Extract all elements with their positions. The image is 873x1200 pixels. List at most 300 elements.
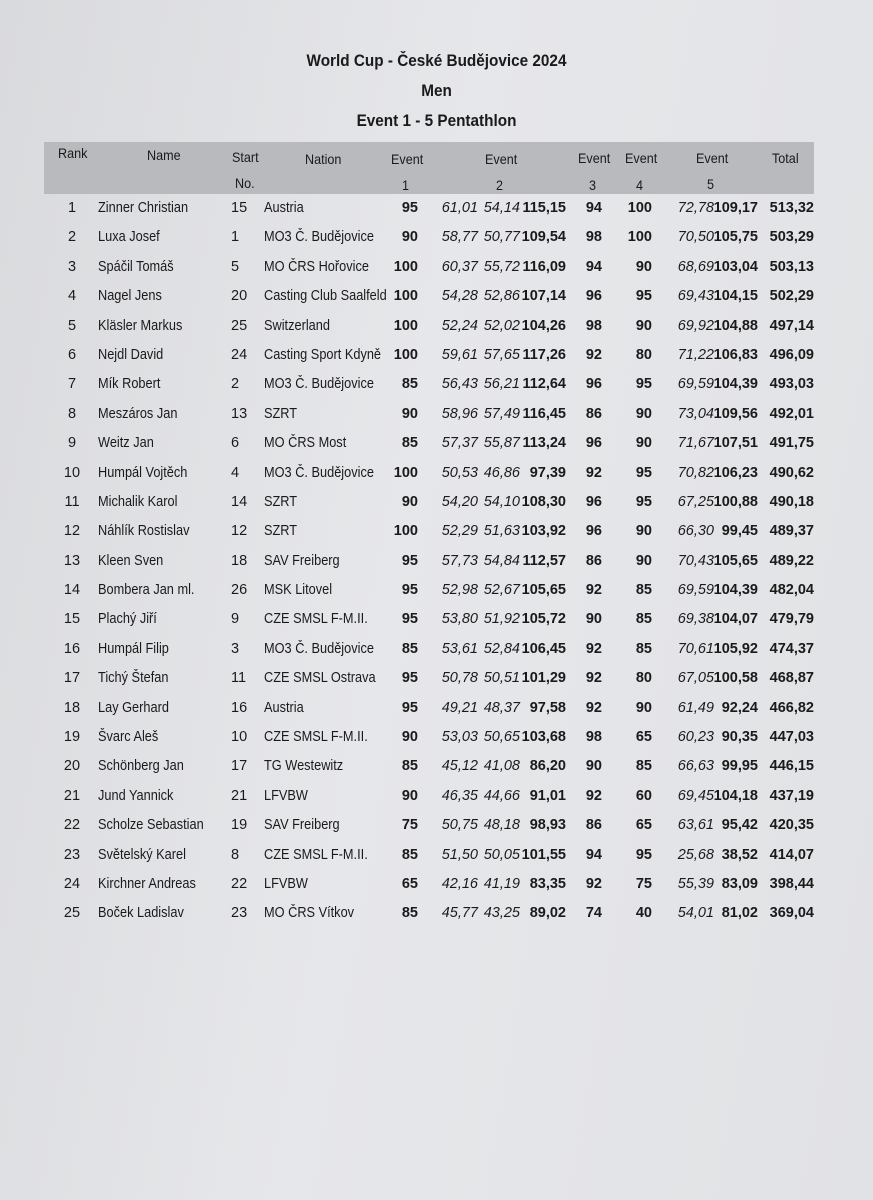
- cell-e2: 97,58: [529, 699, 566, 716]
- cell-name: Spáčil Tomáš: [98, 258, 174, 275]
- cell-e5: 106,83: [713, 346, 758, 363]
- cell-rank: 17: [63, 670, 81, 687]
- cell-rank: 18: [63, 699, 81, 716]
- cell-e1: 100: [393, 464, 418, 481]
- table-row: [0, 549, 873, 578]
- cell-rank: 1: [67, 200, 77, 216]
- cell-e1: 85: [401, 640, 418, 657]
- cell-e4: 90: [635, 435, 652, 452]
- cell-name: Nejdl David: [98, 346, 164, 363]
- cell-e2a: 50,78: [441, 670, 478, 687]
- cell-e3: 92: [585, 582, 602, 599]
- cell-total: 414,07: [769, 846, 814, 863]
- cell-start: 19: [231, 817, 248, 834]
- cell-rank: 11: [64, 493, 80, 510]
- cell-e5: 83,09: [721, 875, 758, 892]
- cell-e2a: 56,43: [441, 376, 478, 393]
- cell-rank: 20: [63, 758, 81, 775]
- cell-e2: 116,45: [522, 405, 566, 422]
- cell-e5: 106,23: [713, 464, 758, 481]
- cell-start: 5: [231, 258, 240, 275]
- cell-name: Zinner Christian: [98, 200, 189, 216]
- cell-e1: 90: [401, 493, 418, 510]
- cell-e1: 95: [401, 582, 418, 599]
- cell-name: Švarc Aleš: [98, 729, 159, 746]
- cell-total: 489,37: [769, 523, 814, 540]
- header-event3-num: 3: [589, 177, 597, 193]
- cell-total: 490,62: [769, 464, 814, 481]
- cell-e1: 85: [401, 376, 418, 393]
- cell-total: 496,09: [769, 346, 814, 363]
- cell-total: 446,15: [769, 758, 814, 775]
- cell-e3: 92: [585, 699, 602, 716]
- cell-e5a: 71,22: [677, 346, 714, 363]
- cell-e2b: 50,77: [483, 229, 520, 246]
- cell-rank: 3: [67, 258, 77, 275]
- cell-e2a: 57,73: [441, 552, 478, 569]
- cell-name: Plachý Jiří: [98, 611, 157, 628]
- table-row: [0, 813, 873, 842]
- cell-e2b: 52,02: [483, 317, 520, 334]
- cell-name: Humpál Filip: [98, 640, 169, 657]
- cell-e5: 103,04: [713, 258, 758, 275]
- cell-e4: 80: [635, 346, 652, 363]
- cell-e5: 105,65: [713, 552, 758, 569]
- cell-e2b: 50,05: [483, 846, 520, 863]
- cell-e2a: 54,20: [441, 493, 478, 510]
- cell-e2: 117,26: [522, 346, 566, 363]
- cell-e1: 85: [401, 435, 418, 452]
- header-event3: Event: [578, 150, 611, 166]
- cell-e5a: 72,78: [677, 200, 714, 216]
- table-row: [0, 666, 873, 695]
- cell-e2b: 57,49: [483, 405, 520, 422]
- cell-name: Náhlík Rostislav: [98, 523, 190, 540]
- cell-e2b: 52,67: [483, 582, 520, 599]
- cell-e5a: 73,04: [677, 405, 714, 422]
- cell-e2: 86,20: [529, 758, 566, 775]
- cell-e3: 98: [585, 729, 602, 746]
- cell-total: 491,75: [769, 435, 814, 452]
- cell-e2: 108,30: [521, 493, 566, 510]
- cell-total: 437,19: [769, 787, 814, 804]
- cell-e3: 92: [585, 670, 602, 687]
- cell-e2b: 51,63: [483, 523, 520, 540]
- header-event4-num: 4: [636, 177, 644, 193]
- cell-e2b: 44,66: [483, 787, 520, 804]
- cell-nation: MO3 Č. Budějovice: [264, 376, 374, 393]
- cell-e2a: 58,96: [441, 405, 478, 422]
- cell-e2: 103,68: [521, 729, 566, 746]
- cell-e2b: 41,19: [483, 875, 520, 892]
- results-table: [0, 196, 873, 931]
- cell-e5: 99,95: [721, 758, 758, 775]
- cell-name: Humpál Vojtěch: [98, 464, 188, 481]
- cell-e2a: 50,75: [441, 817, 478, 834]
- cell-total: 447,03: [769, 729, 814, 746]
- cell-e4: 65: [635, 729, 652, 746]
- cell-e2: 106,45: [521, 640, 566, 657]
- cell-e1: 90: [401, 787, 418, 804]
- header-event5: Event: [696, 150, 729, 166]
- cell-e5: 104,18: [713, 787, 758, 804]
- cell-e5a: 70,61: [677, 640, 714, 657]
- cell-nation: TG Westewitz: [264, 758, 344, 775]
- cell-rank: 2: [67, 229, 77, 246]
- cell-e2a: 53,61: [441, 640, 478, 657]
- cell-nation: LFVBW: [264, 787, 308, 804]
- cell-e2b: 50,65: [483, 729, 520, 746]
- cell-rank: 7: [67, 376, 77, 393]
- cell-e2a: 45,12: [441, 758, 478, 775]
- cell-e2b: 54,10: [483, 493, 520, 510]
- cell-e1: 95: [401, 552, 418, 569]
- cell-e1: 100: [393, 288, 418, 305]
- cell-name: Nagel Jens: [98, 288, 162, 305]
- table-row: [0, 578, 873, 607]
- cell-start: 2: [231, 376, 240, 393]
- cell-e2: 101,29: [521, 670, 566, 687]
- header-event2: Event: [485, 151, 518, 167]
- cell-nation: MSK Litovel: [264, 582, 333, 599]
- cell-e4: 40: [635, 905, 652, 922]
- cell-e3: 92: [585, 640, 602, 657]
- cell-rank: 14: [63, 582, 81, 599]
- cell-total: 369,04: [769, 905, 814, 922]
- cell-e1: 75: [401, 817, 418, 834]
- cell-e5a: 70,50: [677, 229, 714, 246]
- cell-e1: 95: [401, 611, 418, 628]
- cell-e5: 81,02: [721, 905, 758, 922]
- cell-e2b: 56,21: [483, 376, 520, 393]
- cell-e2b: 50,51: [483, 670, 520, 687]
- cell-e2: 105,72: [521, 611, 566, 628]
- cell-e2b: 52,86: [483, 288, 520, 305]
- cell-e5: 104,07: [713, 611, 758, 628]
- cell-e1: 100: [393, 346, 418, 363]
- table-row: [0, 255, 873, 284]
- cell-total: 493,03: [769, 376, 814, 393]
- cell-e5a: 71,67: [677, 435, 714, 452]
- cell-e5a: 69,59: [677, 376, 714, 393]
- cell-rank: 19: [63, 729, 81, 746]
- header-event2-num: 2: [496, 177, 504, 193]
- cell-total: 497,14: [769, 317, 814, 334]
- cell-start: 18: [231, 552, 248, 569]
- cell-rank: 25: [63, 905, 81, 922]
- cell-e2: 109,54: [521, 229, 566, 246]
- cell-e5a: 67,25: [677, 493, 714, 510]
- cell-name: Meszáros Jan: [98, 405, 178, 422]
- cell-e5: 109,17: [713, 200, 758, 216]
- header-event1: Event: [391, 151, 424, 167]
- cell-e4: 75: [635, 875, 652, 892]
- cell-e5a: 70,43: [677, 552, 714, 569]
- cell-e2: 89,02: [529, 905, 566, 922]
- cell-e3: 90: [585, 611, 602, 628]
- cell-start: 4: [231, 464, 240, 481]
- cell-rank: 22: [63, 817, 81, 834]
- cell-e5: 95,42: [721, 817, 758, 834]
- cell-start: 6: [231, 435, 240, 452]
- cell-e3: 86: [585, 552, 602, 569]
- cell-name: Lay Gerhard: [98, 699, 169, 716]
- cell-e1: 100: [393, 523, 418, 540]
- cell-start: 13: [231, 405, 248, 422]
- cell-nation: MO ČRS Hořovice: [264, 258, 369, 275]
- cell-e4: 95: [635, 376, 652, 393]
- cell-e2b: 51,92: [483, 611, 520, 628]
- cell-e2a: 54,28: [441, 288, 478, 305]
- cell-nation: Austria: [264, 699, 304, 716]
- cell-e2b: 48,18: [483, 817, 520, 834]
- cell-e4: 85: [635, 640, 652, 657]
- cell-e2a: 61,01: [441, 200, 478, 216]
- cell-name: Scholze Sebastian: [98, 817, 204, 834]
- cell-e3: 98: [585, 317, 602, 334]
- cell-e5: 104,39: [713, 376, 758, 393]
- cell-nation: MO3 Č. Budějovice: [264, 464, 374, 481]
- cell-total: 466,82: [769, 699, 814, 716]
- cell-e5a: 70,82: [677, 464, 714, 481]
- cell-e1: 90: [401, 405, 418, 422]
- cell-e1: 95: [401, 670, 418, 687]
- table-row: [0, 725, 873, 754]
- cell-e5a: 66,30: [677, 523, 714, 540]
- cell-e5a: 68,69: [677, 258, 714, 275]
- document-titles: [0, 46, 873, 136]
- cell-e3: 96: [585, 523, 602, 540]
- cell-e5a: 69,43: [677, 288, 714, 305]
- cell-e2b: 46,86: [483, 464, 520, 481]
- cell-total: 503,29: [769, 229, 814, 246]
- cell-e5: 99,45: [721, 523, 758, 540]
- cell-start: 24: [231, 346, 248, 363]
- cell-nation: Casting Sport Kdyně: [264, 346, 382, 363]
- cell-start: 12: [231, 523, 248, 540]
- cell-rank: 4: [67, 288, 77, 305]
- cell-e3: 92: [585, 787, 602, 804]
- cell-e2a: 60,37: [441, 258, 478, 275]
- table-row: [0, 225, 873, 254]
- cell-e3: 96: [585, 493, 602, 510]
- cell-e2b: 43,25: [483, 905, 520, 922]
- cell-rank: 15: [63, 611, 81, 628]
- header-start: Start: [232, 149, 259, 165]
- table-row: [0, 872, 873, 901]
- cell-rank: 8: [67, 405, 77, 422]
- cell-nation: MO3 Č. Budějovice: [264, 229, 374, 246]
- cell-name: Kläsler Markus: [98, 317, 183, 334]
- cell-e1: 95: [401, 200, 418, 216]
- cell-e4: 85: [635, 758, 652, 775]
- cell-total: 474,37: [769, 640, 814, 657]
- cell-e3: 92: [585, 346, 602, 363]
- cell-e4: 80: [635, 670, 652, 687]
- cell-e4: 95: [635, 288, 652, 305]
- cell-e3: 98: [585, 229, 602, 246]
- cell-e2a: 58,77: [441, 229, 478, 246]
- cell-nation: MO ČRS Vítkov: [264, 905, 355, 922]
- cell-name: Michalik Karol: [98, 493, 178, 510]
- cell-start: 25: [231, 317, 248, 334]
- cell-e2a: 53,80: [441, 611, 478, 628]
- header-event4: Event: [625, 150, 658, 166]
- cell-e4: 90: [635, 258, 652, 275]
- table-row: [0, 607, 873, 636]
- table-row: [0, 901, 873, 930]
- cell-e1: 100: [393, 258, 418, 275]
- cell-e5: 104,15: [713, 288, 758, 305]
- cell-total: 398,44: [769, 875, 814, 892]
- cell-e2a: 42,16: [441, 875, 478, 892]
- cell-e5: 104,88: [713, 317, 758, 334]
- cell-nation: Casting Club Saalfeld: [264, 288, 387, 305]
- cell-e4: 65: [635, 817, 652, 834]
- cell-rank: 24: [63, 875, 81, 892]
- cell-e3: 74: [585, 905, 602, 922]
- table-row: [0, 284, 873, 313]
- cell-e2a: 53,03: [441, 729, 478, 746]
- cell-e4: 90: [635, 523, 652, 540]
- cell-e4: 85: [635, 611, 652, 628]
- cell-e1: 90: [401, 729, 418, 746]
- cell-e5a: 67,05: [677, 670, 714, 687]
- cell-total: 468,87: [769, 670, 814, 687]
- cell-e2: 113,24: [522, 435, 566, 452]
- cell-nation: SAV Freiberg: [264, 552, 340, 569]
- document-title: World Cup - České Budějovice 2024: [306, 51, 567, 70]
- table-row: [0, 314, 873, 343]
- cell-name: Luxa Josef: [98, 229, 160, 246]
- cell-rank: 12: [63, 523, 81, 540]
- header-name: Name: [147, 147, 181, 163]
- cell-e2b: 41,08: [483, 758, 520, 775]
- cell-nation: CZE SMSL F-M.II.: [264, 611, 368, 628]
- cell-e5: 109,56: [713, 405, 758, 422]
- cell-e2: 97,39: [529, 464, 566, 481]
- cell-rank: 5: [67, 317, 77, 334]
- cell-e5a: 61,49: [677, 699, 714, 716]
- cell-e4: 100: [627, 229, 652, 246]
- cell-e5a: 54,01: [677, 905, 714, 922]
- cell-start: 23: [231, 905, 248, 922]
- cell-nation: SZRT: [264, 405, 298, 422]
- cell-e1: 65: [401, 875, 418, 892]
- cell-e3: 90: [585, 758, 602, 775]
- cell-e2b: 55,72: [483, 258, 520, 275]
- cell-nation: Austria: [264, 200, 304, 216]
- cell-rank: 9: [67, 435, 77, 452]
- cell-e5: 92,24: [721, 699, 758, 716]
- cell-total: 492,01: [769, 405, 814, 422]
- cell-rank: 16: [63, 640, 81, 657]
- cell-e5: 90,35: [721, 729, 758, 746]
- cell-name: Jund Yannick: [98, 787, 174, 804]
- cell-e1: 85: [401, 905, 418, 922]
- table-row: [0, 372, 873, 401]
- cell-nation: CZE SMSL F-M.II.: [264, 846, 368, 863]
- table-row: [0, 343, 873, 372]
- cell-rank: 13: [63, 552, 81, 569]
- table-row: [0, 754, 873, 783]
- cell-e1: 90: [401, 229, 418, 246]
- cell-e2: 98,93: [529, 817, 566, 834]
- table-row: [0, 196, 873, 225]
- cell-e2b: 48,37: [483, 699, 520, 716]
- cell-e4: 95: [635, 493, 652, 510]
- header-event1-num: 1: [402, 177, 410, 193]
- cell-start: 26: [231, 582, 248, 599]
- header-total: Total: [772, 150, 799, 166]
- document-subtitle: Men: [421, 81, 452, 100]
- cell-nation: SZRT: [264, 523, 298, 540]
- cell-name: Mík Robert: [98, 376, 161, 393]
- cell-total: 513,32: [769, 200, 814, 216]
- cell-e5: 38,52: [721, 846, 758, 863]
- cell-e2a: 51,50: [441, 846, 478, 863]
- cell-e4: 90: [635, 317, 652, 334]
- cell-e2b: 57,65: [483, 346, 520, 363]
- cell-e2a: 52,24: [441, 317, 478, 334]
- cell-name: Kleen Sven: [98, 552, 164, 569]
- cell-e2b: 54,14: [483, 200, 520, 216]
- cell-e3: 96: [585, 376, 602, 393]
- cell-e2: 105,65: [521, 582, 566, 599]
- cell-total: 503,13: [769, 258, 814, 275]
- cell-e4: 85: [635, 582, 652, 599]
- cell-e3: 94: [585, 200, 602, 216]
- cell-total: 479,79: [769, 611, 814, 628]
- cell-e4: 95: [635, 464, 652, 481]
- cell-e3: 96: [585, 435, 602, 452]
- cell-start: 17: [231, 758, 248, 775]
- cell-start: 20: [231, 288, 248, 305]
- cell-e3: 96: [585, 288, 602, 305]
- cell-e5: 107,51: [713, 435, 758, 452]
- cell-e1: 100: [393, 317, 418, 334]
- cell-name: Tichý Štefan: [98, 670, 169, 687]
- table-row: [0, 402, 873, 431]
- cell-name: Weitz Jan: [98, 435, 154, 452]
- cell-e2: 91,01: [529, 787, 566, 804]
- cell-name: Schönberg Jan: [98, 758, 184, 775]
- cell-rank: 21: [63, 787, 81, 804]
- table-row: [0, 431, 873, 460]
- cell-e2: 116,09: [522, 258, 566, 275]
- cell-rank: 23: [63, 846, 81, 863]
- cell-e4: 95: [635, 846, 652, 863]
- cell-e1: 95: [401, 699, 418, 716]
- cell-nation: CZE SMSL F-M.II.: [264, 729, 368, 746]
- cell-start: 1: [231, 229, 240, 246]
- cell-total: 420,35: [769, 817, 814, 834]
- cell-start: 8: [231, 846, 240, 863]
- cell-total: 489,22: [769, 552, 814, 569]
- cell-start: 14: [231, 493, 248, 510]
- cell-e2: 104,26: [521, 317, 566, 334]
- cell-e4: 100: [627, 200, 652, 216]
- cell-e2b: 55,87: [483, 435, 520, 452]
- cell-start: 3: [231, 640, 240, 657]
- cell-total: 482,04: [769, 582, 814, 599]
- cell-e2a: 50,53: [441, 464, 478, 481]
- cell-nation: SZRT: [264, 493, 298, 510]
- cell-start: 15: [231, 200, 248, 216]
- cell-e2b: 52,84: [483, 640, 520, 657]
- table-row: [0, 696, 873, 725]
- cell-e2: 103,92: [521, 523, 566, 540]
